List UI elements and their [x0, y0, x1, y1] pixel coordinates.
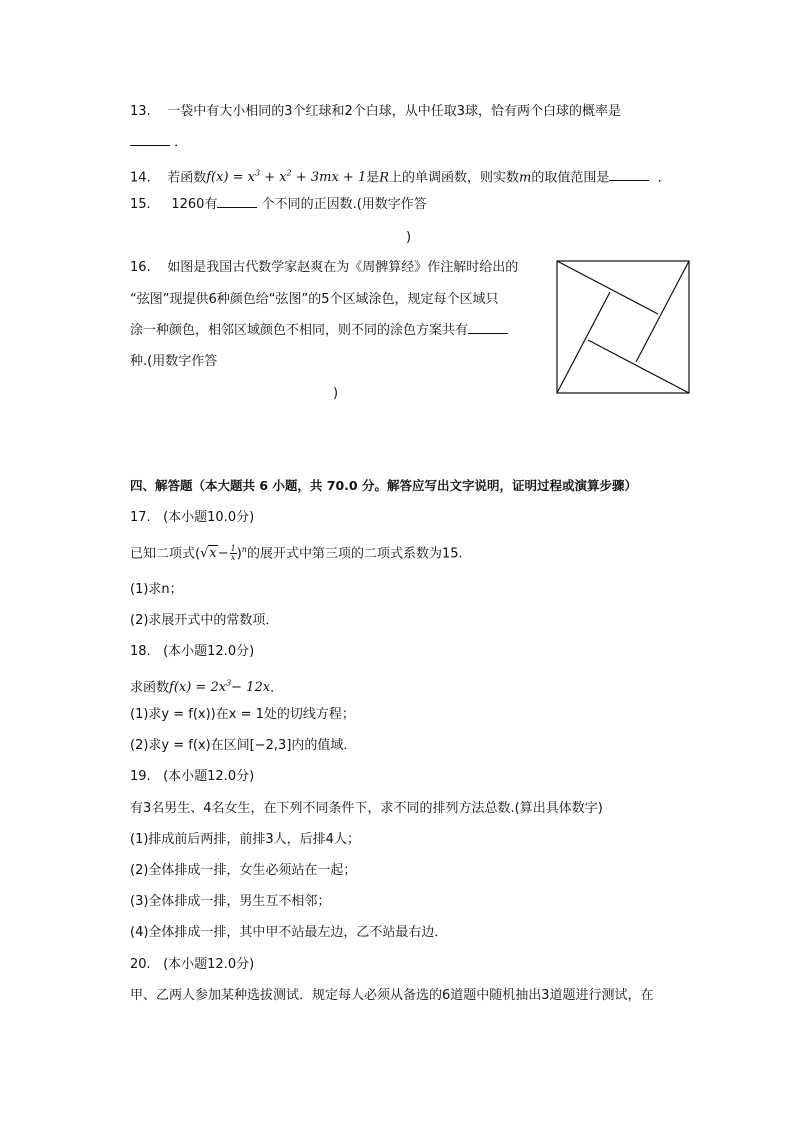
- diagram-edge-1: [557, 261, 658, 314]
- q17-sub2: (2)求展开式中的常数项．: [130, 613, 279, 628]
- q17-binomial: √x− $\frac{1}{x}$: [200, 544, 236, 563]
- q17-header: 17. (本小题10.0分): [130, 510, 255, 525]
- q13-text: 一袋中有大小相同的3个红球和2个白球，从中任取3球，恰有两个白球的概率是: [167, 104, 622, 119]
- q18-sub1: (1)求y = f(x))在x = 1处的切线方程；: [130, 707, 355, 722]
- q20-header: 20. (本小题12.0分): [130, 957, 255, 972]
- q14-func: $f(x) = x^3 + x^2 + 3mx + 1$: [206, 169, 367, 186]
- q16-close: ): [333, 386, 339, 401]
- q15-pre: 1260有: [171, 197, 218, 212]
- q13-answer-line: [130, 133, 187, 153]
- q14-line: [130, 164, 671, 188]
- q19-sub2: (2)全体排成一排，女生必须站在一起；: [130, 863, 357, 878]
- q19-header: 19. (本小题12.0分): [130, 769, 255, 784]
- q16-line2: “弦图”现提供6种颜色给“弦图”的5个区域涂色，规定每个区域只: [130, 292, 499, 307]
- q14-number: 14.: [130, 170, 151, 186]
- q20-line1: 甲、乙两人参加某种选拔测试．规定每人必须从备选的6道题中随机抽出3道题进行测试，在: [130, 988, 654, 1003]
- q17-fraction: $\frac{1}{x}$: [230, 544, 236, 563]
- q17-sub1: (1)求n；: [130, 582, 183, 597]
- q14-tail: ．: [657, 170, 671, 186]
- q19-intro: 有3名男生、4名女生，在下列不同条件下，求不同的排列方法总数.(算出具体数字): [130, 801, 603, 816]
- q16-answer-blank[interactable]: [468, 321, 508, 334]
- q19-sub3: (3)全体排成一排，男生互不相邻；: [130, 894, 331, 909]
- q13-line: [130, 102, 621, 122]
- q16-text3: 涂一种颜色，相邻区域颜色不相同，则不同的涂色方案共有: [130, 323, 469, 338]
- q14-set-R: R: [379, 170, 390, 186]
- q14-answer-blank[interactable]: [609, 168, 649, 181]
- diagram-outer-square: [557, 261, 689, 393]
- section-4-header: 四、解答题（本大题共 6 小题，共 70.0 分。解答应写出文字说明，证明过程或演算步骤）: [130, 478, 637, 493]
- q14-mid2: 上的单调函数，则实数: [389, 170, 520, 186]
- q13-tail: ．: [174, 135, 188, 150]
- q15-answer-blank[interactable]: [217, 195, 257, 208]
- q14-pre: 若函数: [167, 170, 207, 186]
- diagram-edge-3: [588, 340, 689, 393]
- q18-sub2: (2)求y = f(x)在区间[−2,3]内的值域．: [130, 738, 357, 753]
- diagram-edge-2: [636, 261, 689, 362]
- q16-text1: 如图是我国古代数学家赵爽在为《周髀算经》作注解时给出的: [167, 260, 519, 275]
- q14-post: 的取值范围是: [531, 170, 610, 186]
- diagram-edge-4: [557, 292, 610, 393]
- q19-sub4: (4)全体排成一排，其中甲不站最左边，乙不站最右边．: [130, 925, 448, 940]
- q15-close: ): [406, 230, 412, 245]
- q15-line: [130, 195, 427, 215]
- q16-line3: [130, 321, 508, 341]
- q16-line1: [130, 258, 518, 278]
- q15-number: 15.: [130, 197, 151, 212]
- q19-sub1: (1)排成前后两排，前排3人，后排4人；: [130, 832, 360, 847]
- q18-statement: 求函数$f(x) = 2x^3- 12x$．: [130, 679, 284, 696]
- q14-var-m: m: [519, 170, 532, 186]
- q16-number: 16.: [130, 260, 151, 275]
- q13-number: 13.: [130, 104, 151, 119]
- q17-statement: 已知二项式(√x− $\frac{1}{x}$ )$^n$的展开式中第三项的二项式系数为15.: [130, 544, 463, 563]
- q14-mid: 是: [366, 170, 380, 186]
- q18-header: 18. (本小题12.0分): [130, 644, 255, 659]
- q13-answer-blank[interactable]: [130, 133, 170, 146]
- xian-diagram: [556, 260, 690, 394]
- q16-line4: 种.(用数字作答: [130, 354, 218, 369]
- q15-post: 个不同的正因数.(用数字作答: [257, 197, 427, 212]
